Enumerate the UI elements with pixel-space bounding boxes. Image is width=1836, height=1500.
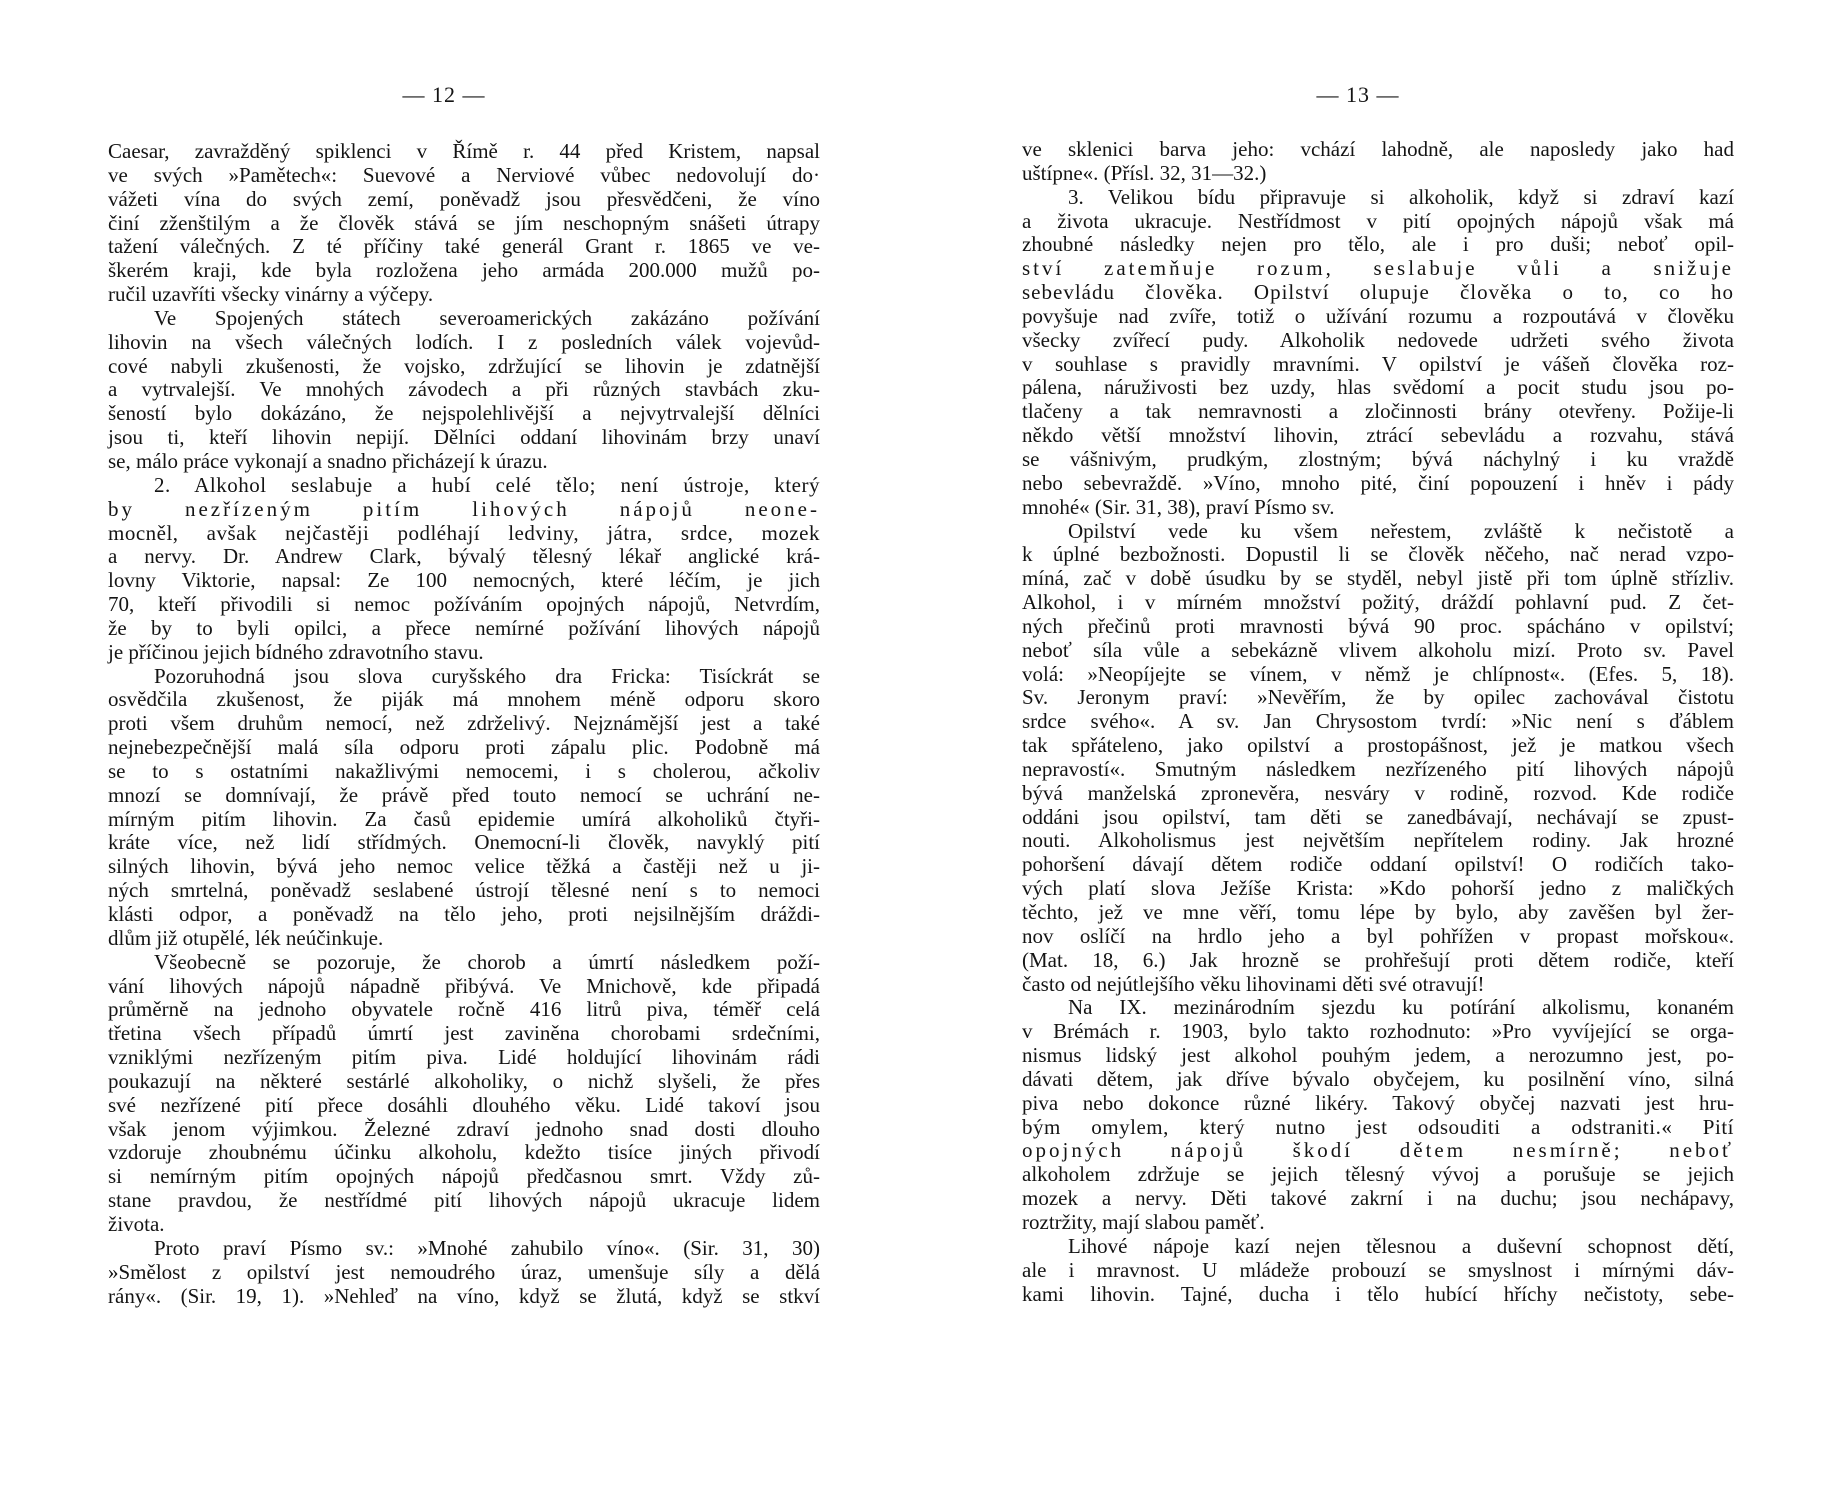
text-line: tlačeny a tak nemravnosti a zločinnosti brány otevřeny. Požije-li: [1022, 399, 1734, 424]
text-line: nismus lidský jest alkohol pouhým jedem, a nerozumno jest, po-: [1022, 1043, 1734, 1068]
text-line: lovny Viktorie, napsal: Ze 100 nemocných, které léčím, je jich: [108, 568, 820, 593]
text-line: piva nebo dokonce různé likéry. Takový obyčej nazvati jest hru-: [1022, 1090, 1734, 1115]
text-line: v souhlase s pravidly mravními. V opilství je vášeň člověka roz-: [1022, 351, 1734, 376]
text-line: pálena, náruživosti bez uzdy, hlas svědomí a pocit studu jsou po-: [1022, 375, 1734, 400]
text-line: a nervy. Dr. Andrew Clark, bývalý tělesný lékař anglické krá-: [108, 544, 820, 569]
text-line: lihovin na všech válečných lodích. I z posledních válek vojevůd-: [108, 329, 820, 354]
text-line: silných lihovin, bývá jeho nemoc velice těžká a častěji než u ji-: [108, 854, 820, 879]
text-line: proti všem druhům nemocí, než zdrželivý. Nejznámější jest a také: [108, 711, 820, 736]
text-line: »Smělost z opilství jest nemoudrého úraz, umenšuje síly a dělá: [108, 1259, 820, 1284]
text-line: nejnebezpečnější malá síla odporu proti zápalu plic. Podobně má: [108, 735, 820, 760]
text-line: (Mat. 18, 6.) Jak hrozně se prohřešují proti dětem rodiče, kteří: [1022, 947, 1734, 972]
text-line: Alkohol, i v mírném množství požitý, dráždí pohlavní pud. Z čet-: [1022, 590, 1734, 615]
text-line: své nezřízené pití přece dosáhli dlouhého věku. Lidé takoví jsou: [108, 1092, 820, 1117]
text-line: však jenom výjimkou. Železné zdraví jednoho snad dosti dlouho: [108, 1116, 820, 1141]
text-line: roztržity, mají slabou paměť.: [1022, 1209, 1265, 1234]
text-line: škerém kraji, kde byla rozložena jeho armáda 200.000 mužů po-: [108, 258, 820, 283]
text-line: tažení válečných. Z té příčiny také generál Grant r. 1865 ve ve-: [108, 234, 820, 259]
text-line: nebo sebevraždě. »Víno, mnoho pité, činí popouzení i hněv i pády: [1022, 470, 1734, 495]
text-line: Ve Spojených státech severoamerických zakázáno požívání: [154, 305, 820, 330]
text-line: že by to byli opilci, a přece nemírné požívání lihových nápojů: [108, 615, 820, 640]
text-line: ných přečinů proti mravnosti bývá 90 proc. spácháno v opilství;: [1022, 613, 1734, 638]
text-line: alkoholem zdržuje se jejich tělesný vývoj a porušuje se jejich: [1022, 1162, 1734, 1187]
page-text: [1022, 138, 1734, 1306]
text-line: vzniklými nezřízeným pitím piva. Lidé holdující lihovinám rádi: [108, 1045, 820, 1070]
text-line: ství zatemňuje rozum, seslabuje vůli a snižuje: [1022, 256, 1734, 281]
page-number: — 12 —: [402, 82, 486, 107]
text-line: dlům již otupělé, lék neúčinkuje.: [108, 925, 384, 950]
text-line: nepravostí«. Smutným následkem nezřízeného pití lihových nápojů: [1022, 756, 1734, 781]
text-line: opojných nápojů škodí dětem nesmírně; neboť: [1022, 1138, 1734, 1163]
text-line: všecky zvířecí pudy. Alkoholik nedovede udržeti svého života: [1022, 327, 1734, 352]
text-line: je příčinou jejich bídného zdravotního stavu.: [108, 639, 484, 664]
text-line: rány«. (Sir. 19, 1). »Nehleď na víno, když se žlutá, když se stkví: [108, 1283, 820, 1308]
text-line: bývá manželská zpronevěra, nesváry v rodině, rozvod. Kde rodiče: [1022, 780, 1734, 805]
left-page: [108, 0, 820, 1500]
text-line: cové nabyli zkušenosti, že vojsko, zdržující se lihovin je zdatnější: [108, 353, 820, 378]
text-line: ve sklenici barva jeho: vchází lahodně, ale naposledy jako had: [1022, 137, 1734, 161]
text-line: mnohé« (Sir. 31, 38), praví Písmo sv.: [1022, 494, 1335, 519]
text-line: Na IX. mezinárodním sjezdu ku potírání alkolismu, konaném: [1068, 995, 1734, 1020]
text-line: pohoršení dávají dětem rodiče oddaní opilství! O rodičích tako-: [1022, 852, 1734, 877]
text-line: míná, zač v době úsudku by se styděl, nebyl jistě při tom úplně střízliv.: [1022, 566, 1734, 591]
text-line: neboť síla vůle a sebekázně vlivem alkoholu mizí. Proto sv. Pavel: [1022, 637, 1734, 662]
text-line: 70, kteří přivodili si nemoc požíváním opojných nápojů, Netvrdím,: [108, 592, 820, 617]
text-line: srdce svého«. A sv. Jan Chrysostom tvrdí: »Nic není s ďáblem: [1022, 709, 1734, 734]
right-page: [1022, 0, 1734, 1500]
text-line: 3. Velikou bídu připravuje si alkoholik, když si zdraví kazí: [1068, 184, 1734, 209]
text-line: Pozoruhodná jsou slova curyšského dra Fricka: Tisíckrát se: [154, 663, 820, 688]
text-line: vážeti vína do svých zemí, poněvadž jsou přesvědčeni, že víno: [108, 186, 820, 211]
text-line: činí zženštilým a že člověk stává se jím neschopným snášeti útrapy: [108, 210, 820, 235]
text-line: osvědčila zkušenost, že piják má mnohem méně odporu skoro: [108, 687, 820, 712]
text-line: ale i mravnost. U mládeže probouzí se smyslnost i mírnými dáv-: [1022, 1257, 1734, 1282]
text-line: zhoubné následky nejen pro tělo, ale i pro duši; neboť opil-: [1022, 232, 1734, 257]
text-line: průměrně na jednoho obyvatele ročně 416 litrů piva, téměř celá: [108, 997, 820, 1022]
text-line: v Brémách r. 1903, bylo takto rozhodnuto: »Pro vyvíjející se orga-: [1022, 1019, 1734, 1044]
text-line: ve svých »Pamětech«: Suevové a Nerviové vůbec nedovolují do·: [108, 162, 820, 187]
text-line: povyšuje nad zvíře, totiž o užívání rozumu a rozpoutává v člověku: [1022, 303, 1734, 328]
text-line: třetina všech případů úmrtí jest zaviněna chorobami srdečními,: [108, 1021, 820, 1046]
text-line: Proto praví Písmo sv.: »Mnohé zahubilo víno«. (Sir. 31, 30): [154, 1235, 820, 1260]
text-line: často od nejútlejšího věku lihovinami děti své otravují!: [1022, 971, 1485, 996]
text-line: oddáni jsou opilství, tam děti se zanedbávají, nechávají se zpust-: [1022, 804, 1734, 829]
text-line: mnozí se domnívají, že právě před touto nemocí se uchrání ne-: [108, 782, 820, 807]
text-line: mozek a nervy. Děti takové zakrní i na duchu; jsou nechápavy,: [1022, 1186, 1734, 1211]
text-line: 2. Alkohol seslabuje a hubí celé tělo; není ústroje, který: [154, 472, 820, 497]
text-line: Všeobecně se pozoruje, že chorob a úmrtí následkem poží-: [154, 949, 820, 974]
text-line: šeností bylo dokázáno, že nejspolehlivější a nejvytrvalejší dělníci: [108, 401, 820, 426]
page-text: [108, 140, 820, 1308]
text-line: klásti odpor, a poněvadž na tělo jeho, proti nejsilnějším dráždi-: [108, 902, 820, 926]
text-line: jsou ti, kteří lihovin nepijí. Dělníci oddaní lihovinám brzy unaví: [108, 425, 820, 450]
text-line: se vášnivým, prudkým, zlostným; bývá náchylný i ku vraždě: [1022, 446, 1734, 471]
text-line: ných smrtelná, poněvadž seslabené ústrojí tělesné není s to nemoci: [108, 878, 820, 903]
text-line: bým omylem, který nutno jest odsouditi a odstraniti.« Pití: [1022, 1114, 1734, 1139]
text-line: a života ukracuje. Nestřídmost v pití opojných nápojů však má: [1022, 208, 1734, 233]
text-line: mocněl, avšak nejčastěji podléhají ledviny, játra, srdce, mozek: [108, 520, 820, 545]
text-line: by nezřízeným pitím lihových nápojů neone-: [108, 496, 820, 521]
text-line: volá: »Neopíjejte se vínem, v němž je chlípnost«. (Efes. 5, 18).: [1022, 661, 1734, 686]
text-line: vzdoruje zhoubnému účinku alkoholu, kdežto tisíce jiných přivodí: [108, 1140, 820, 1165]
text-line: kráte více, než lidí střídmých. Onemocní-li člověk, navyklý pití: [108, 830, 820, 855]
text-line: se to s ostatními nakažlivými nemocemi, i s cholerou, ačkoliv: [108, 758, 820, 783]
text-line: mírným pitím lihovin. Za časů epidemie umírá alkoholiků čtyři-: [108, 806, 820, 831]
text-line: nouti. Alkoholismus jest největším nepřítelem rodiny. Jak hrozné: [1022, 828, 1734, 853]
text-line: Sv. Jeronym praví: »Nevěřím, že by opilec zachovával čistotu: [1022, 685, 1734, 710]
text-line: k úplné bezbožnosti. Dopustil li se člověk něčeho, nač nerad vzpo-: [1022, 542, 1734, 567]
text-line: Caesar, zavražděný spiklenci v Římě r. 44 před Kristem, napsal: [108, 139, 820, 163]
text-line: vání lihových nápojů nápadně přibývá. Ve Mnichově, kde připadá: [108, 973, 820, 998]
text-line: ručil uzavříti všecky vinárny a výčepy.: [108, 282, 434, 307]
text-line: někdo větší množství lihovin, ztrácí sebevládu a rozvahu, stává: [1022, 423, 1734, 448]
text-line: Opilství vede ku všem neřestem, zvláště k nečistotě a: [1068, 518, 1734, 543]
text-line: života.: [108, 1211, 165, 1236]
text-line: těchto, jež ve mne věří, tomu lépe by bylo, aby zavěšen byl žer-: [1022, 900, 1734, 924]
text-line: tak spřáteleno, jako opilství a prostopášnost, jež je matkou všech: [1022, 733, 1734, 758]
text-line: stane pravdou, že nestřídmé pití lihových nápojů ukracuje lidem: [108, 1188, 820, 1213]
text-line: vých platí slova Ježíše Krista: »Kdo pohorší jedno z maličkých: [1022, 876, 1734, 901]
text-line: dávati dětem, jak dříve bývalo obyčejem, ku posilnění víno, silná: [1022, 1066, 1734, 1091]
text-line: se, málo práce vykonají a snadno přicházejí k úrazu.: [108, 448, 548, 473]
text-line: a vytrvalejší. Ve mnohých závodech a při různých stavbách zku-: [108, 377, 820, 402]
text-line: poukazují na některé sestárlé alkoholiky, o nichž slyšeli, že přes: [108, 1068, 820, 1093]
text-line: uštípne«. (Přísl. 32, 31—32.): [1022, 160, 1267, 185]
text-line: sebevládu člověka. Opilství olupuje člověka o to, co ho: [1022, 280, 1734, 305]
text-line: si nemírným pitím opojných nápojů předčasnou smrt. Vždy zů-: [108, 1164, 820, 1189]
text-line: kami lihovin. Tajné, ducha i tělo hubící hříchy nečistoty, sebe-: [1022, 1281, 1734, 1306]
text-line: nov oslíčí na hrdlo jeho a byl pohřížen v propast mořskou«.: [1022, 923, 1734, 948]
text-line: Lihové nápoje kazí nejen tělesnou a duševní schopnost dětí,: [1068, 1233, 1734, 1258]
page-number: — 13 —: [1316, 82, 1400, 107]
